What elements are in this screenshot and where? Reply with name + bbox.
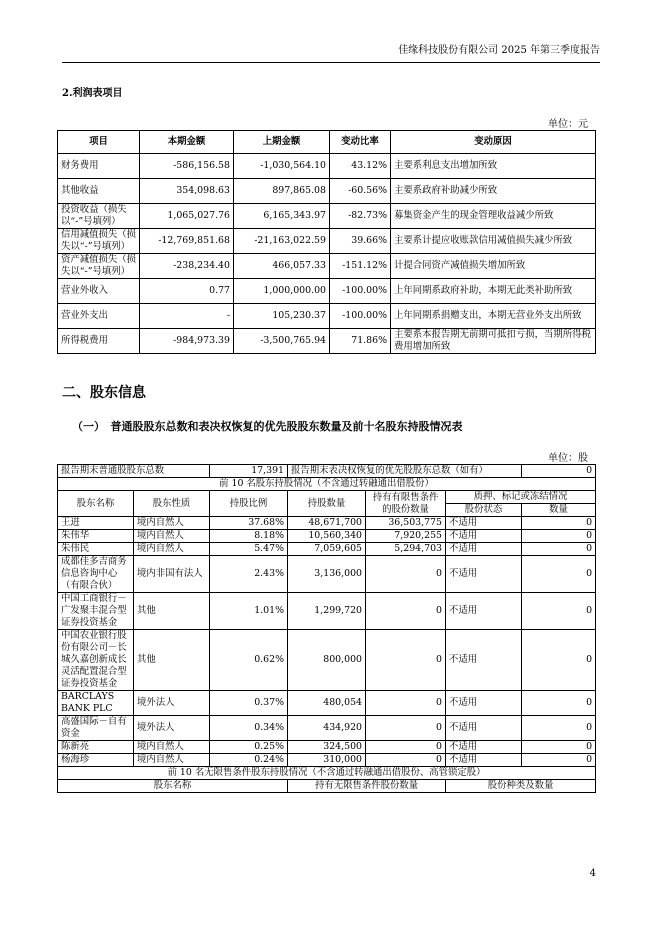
shareholder-restricted: 0 [366,593,446,630]
top10-caption: 前 10 名股东持股情况（不含通过转融通出借股份） [58,478,596,491]
shareholder-ratio: 37.68% [210,517,288,530]
shareholder-ratio: 8.18% [210,530,288,543]
table-row [58,229,596,254]
subsection-title: （一） 普通股股东总数和表决权恢复的优先股股东数量及前十名股东持股情况表 [72,420,463,433]
table-row [58,304,596,329]
shareholder-row [58,716,596,741]
shareholder-ratio: 0.62% [210,630,288,691]
shareholder-pledge-status: 不适用 [446,691,522,716]
col-ratio: 变动比率 [330,131,391,154]
shareholder-nature: 境内自然人 [134,754,210,767]
row-reason: 主要系政府补助减少所致 [391,179,596,204]
col-pledge-status: 股份状态 [446,504,522,517]
row-item: 财务费用 [58,154,140,179]
row-reason: 主要系本报告期无前期可抵扣亏损，当期所得税费用增加所致 [391,329,596,354]
row-ratio: -100.00% [330,304,391,329]
row-previous: 105,230.37 [234,304,330,329]
shareholder-pledge-status: 不适用 [446,754,522,767]
total-label: 报告期末普通股股东总数 [58,465,210,478]
section-title: 二、股东信息 [62,385,146,401]
income-statement-table [57,130,596,354]
shareholder-row [58,741,596,754]
row-previous: 466,057.33 [234,254,330,279]
shareholder-row [58,593,596,630]
shareholder-ratio: 5.47% [210,543,288,556]
shareholder-pledge-status: 不适用 [446,517,522,530]
table-row [58,279,596,304]
col-nature: 股东性质 [134,491,210,517]
row-ratio: -82.73% [330,204,391,229]
shareholder-row [58,691,596,716]
row-item: 营业外收入 [58,279,140,304]
row-current: 0.77 [140,279,234,304]
table-row [58,254,596,279]
row-reason: 募集资金产生的现金管理收益减少所致 [391,204,596,229]
col-previous: 上期金额 [234,131,330,154]
row-previous: -3,500,765.94 [234,329,330,354]
shareholder-nature: 其他 [134,593,210,630]
row-item: 所得税费用 [58,329,140,354]
col-pledge-qty: 数量 [522,504,596,517]
page-header: 佳缘科技股份有限公司 2025 年第三季度报告 [62,44,600,63]
shareholder-nature: 境外法人 [134,716,210,741]
shareholder-name: 高盛国际－自有资金 [58,716,134,741]
shareholder-pledge-status: 不适用 [446,741,522,754]
table2-unit: 单位：股 [548,453,588,464]
shareholder-pledge-qty: 0 [522,530,596,543]
shareholder-nature: 境内自然人 [134,543,210,556]
shareholder-restricted: 0 [366,691,446,716]
row-current: -12,769,851.68 [140,229,234,254]
table-header-row [58,131,596,154]
income-items-title: 2.利润表项目 [62,88,123,99]
shareholder-restricted: 5,294,703 [366,543,446,556]
row-current: -984,973.39 [140,329,234,354]
shareholder-row [58,754,596,767]
shareholder-nature: 境内自然人 [134,530,210,543]
row-reason: 计提合同资产减值损失增加所致 [391,254,596,279]
shareholder-row [58,556,596,593]
shareholder-count: 800,000 [288,630,366,691]
row-current: 1,065,027.76 [140,204,234,229]
top10-caption-row [58,478,596,491]
col-name: 股东名称 [58,491,134,517]
shareholder-ratio: 2.43% [210,556,288,593]
shareholder-pledge-status: 不适用 [446,556,522,593]
row-previous: 897,865.08 [234,179,330,204]
shareholder-pledge-status: 不适用 [446,543,522,556]
shareholder-row [58,517,596,530]
row-current: 354,098.63 [140,179,234,204]
row-reason: 主要系利息支出增加所致 [391,154,596,179]
shareholder-pledge-qty: 0 [522,754,596,767]
shareholder-name: 中国农业银行股份有限公司－长城久嘉创新成长灵活配置混合型证券投资基金 [58,630,134,691]
unrestricted-header-row [58,780,596,793]
shareholder-pledge-status: 不适用 [446,593,522,630]
table-row [58,329,596,354]
row-ratio: 39.66% [330,229,391,254]
shareholder-name: 杨海珍 [58,754,134,767]
col-current: 本期金额 [140,131,234,154]
shareholder-name: 成都佳多吉商务信息咨询中心（有限合伙） [58,556,134,593]
shareholder-count: 324,500 [288,741,366,754]
shareholder-count: 48,671,700 [288,517,366,530]
row-current: - [140,304,234,329]
shareholder-name: BARCLAYS BANK PLC [58,691,134,716]
shareholder-restricted: 36,503,775 [366,517,446,530]
row-ratio: 71.86% [330,329,391,354]
shareholder-name: 中国工商银行－广发聚丰混合型证券投资基金 [58,593,134,630]
col-restricted: 持有有限售条件的股份数量 [366,491,446,517]
row-previous: 6,165,343.97 [234,204,330,229]
shareholder-header-row-1 [58,491,596,504]
shareholder-row [58,630,596,691]
row-ratio: -60.56% [330,179,391,204]
shareholder-restricted: 0 [366,556,446,593]
shareholder-restricted: 0 [366,716,446,741]
table-row [58,154,596,179]
col-count: 持股数量 [288,491,366,517]
shareholder-count: 310,000 [288,754,366,767]
page-number: 4 [589,868,596,879]
shareholder-ratio: 0.24% [210,754,288,767]
shareholder-ratio: 1.01% [210,593,288,630]
col-item: 项目 [58,131,140,154]
unrestricted-col-name: 股东名称 [58,780,288,793]
col-reason: 变动原因 [391,131,596,154]
row-reason: 主要系计提应收账款信用减值损失减少所致 [391,229,596,254]
shareholder-name: 朱伟民 [58,543,134,556]
row-reason: 上年同期系政府补助，本期无此类补助所致 [391,279,596,304]
row-current: -586,156.58 [140,154,234,179]
col-ratio: 持股比例 [210,491,288,517]
table1-unit: 单位：元 [548,119,588,130]
row-ratio: -100.00% [330,279,391,304]
total-shareholders-row [58,465,596,478]
row-item: 信用减值损失（损失以“-”号填列） [58,229,140,254]
row-previous: -21,163,022.59 [234,229,330,254]
shareholder-count: 3,136,000 [288,556,366,593]
shareholder-ratio: 0.34% [210,716,288,741]
shareholder-name: 王进 [58,517,134,530]
shareholder-ratio: 0.25% [210,741,288,754]
shareholder-pledge-qty: 0 [522,741,596,754]
shareholder-count: 1,299,720 [288,593,366,630]
shareholder-nature: 境内非国有法人 [134,556,210,593]
shareholder-pledge-qty: 0 [522,691,596,716]
pref-value: 0 [522,465,596,478]
row-current: -238,234.40 [140,254,234,279]
shareholder-restricted: 0 [366,741,446,754]
shareholder-row [58,543,596,556]
row-ratio: 43.12% [330,154,391,179]
row-item: 资产减值损失（损失以“-”号填列） [58,254,140,279]
shareholder-count: 480,054 [288,691,366,716]
unrestricted-col-type: 股份种类及数量 [446,780,596,793]
row-ratio: -151.12% [330,254,391,279]
shareholder-pledge-qty: 0 [522,630,596,691]
shareholder-count: 10,560,340 [288,530,366,543]
shareholder-pledge-qty: 0 [522,593,596,630]
shareholder-ratio: 0.37% [210,691,288,716]
shareholder-table [57,464,596,793]
shareholder-nature: 其他 [134,630,210,691]
pref-label: 报告期末表决权恢复的优先股股东总数（如有） [288,465,522,478]
shareholder-pledge-qty: 0 [522,556,596,593]
shareholder-restricted: 0 [366,754,446,767]
shareholder-restricted: 7,920,255 [366,530,446,543]
shareholder-nature: 境外法人 [134,691,210,716]
col-pledge-group: 质押、标记或冻结情况 [446,491,596,504]
unrestricted-caption: 前 10 名无限售条件股东持股情况（不含通过转融通出借股份、高管锁定股） [58,767,596,780]
row-previous: 1,000,000.00 [234,279,330,304]
shareholder-count: 434,920 [288,716,366,741]
shareholder-restricted: 0 [366,630,446,691]
shareholder-pledge-qty: 0 [522,517,596,530]
unrestricted-caption-row [58,767,596,780]
row-item: 其他收益 [58,179,140,204]
row-item: 营业外支出 [58,304,140,329]
row-item: 投资收益（损失以“-”号填列） [58,204,140,229]
table-row [58,204,596,229]
shareholder-pledge-status: 不适用 [446,630,522,691]
shareholder-pledge-status: 不适用 [446,530,522,543]
table-row [58,179,596,204]
row-previous: -1,030,564.10 [234,154,330,179]
shareholder-pledge-qty: 0 [522,716,596,741]
unrestricted-col-count: 持有无限售条件股份数量 [288,780,446,793]
shareholder-pledge-status: 不适用 [446,716,522,741]
total-value: 17,391 [210,465,288,478]
shareholder-count: 7,059,605 [288,543,366,556]
row-reason: 上年同期系捐赠支出，本期无营业外支出所致 [391,304,596,329]
shareholder-nature: 境内自然人 [134,517,210,530]
shareholder-name: 陈新亮 [58,741,134,754]
shareholder-name: 朱伟华 [58,530,134,543]
shareholder-nature: 境内自然人 [134,741,210,754]
shareholder-row [58,530,596,543]
shareholder-pledge-qty: 0 [522,543,596,556]
